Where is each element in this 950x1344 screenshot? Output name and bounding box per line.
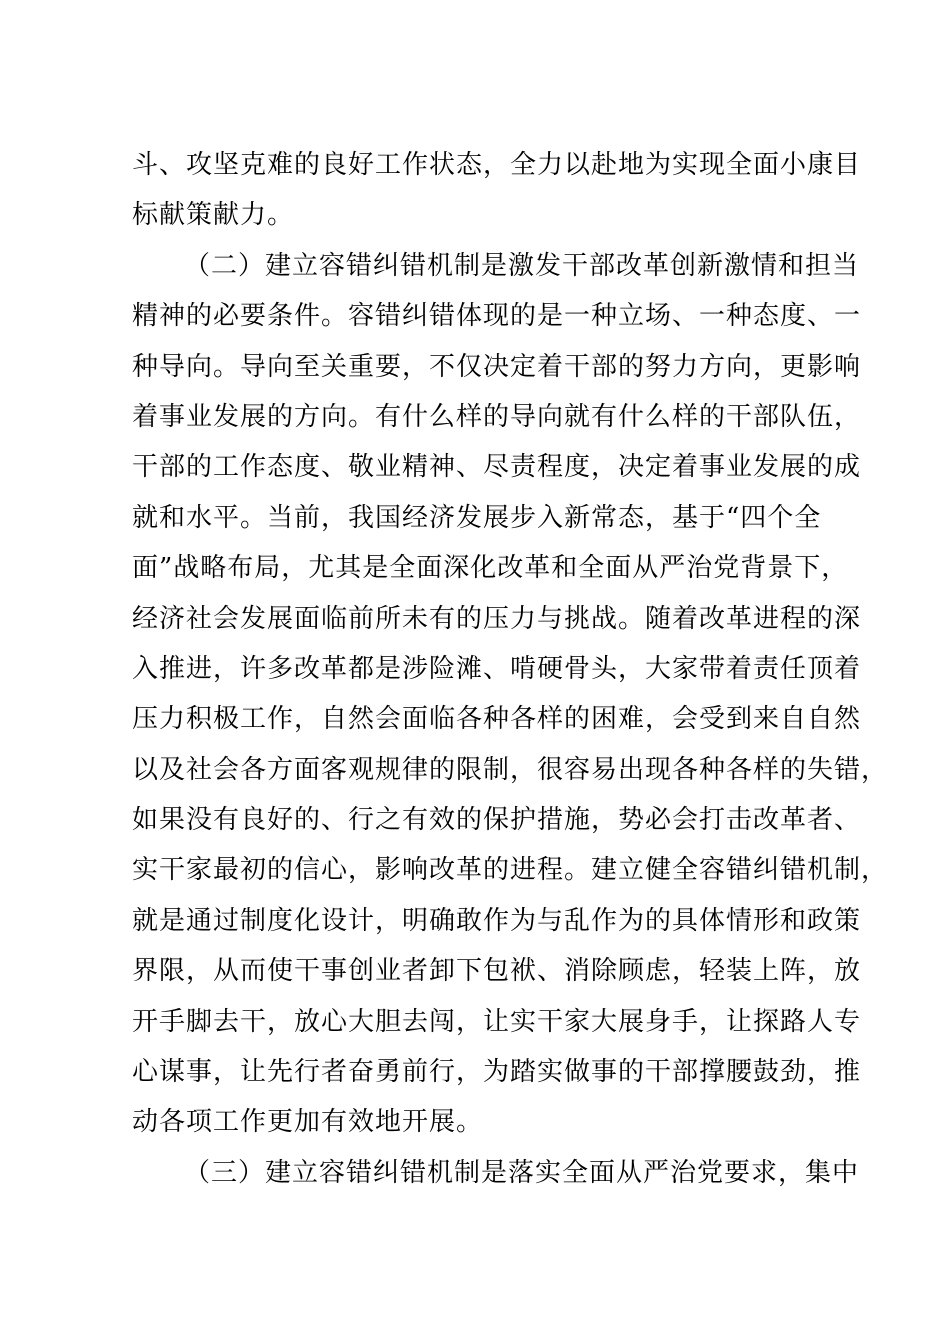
text-line: 斗、攻坚克难的良好工作状态，全力以赴地为实现全面小康目 (132, 150, 862, 180)
text-line: 就和水平。当前，我国经济发展步入新常态，基于“四个全 (132, 502, 822, 533)
text-line: 着事业发展的方向。有什么样的导向就有什么样的干部队伍， (132, 401, 862, 432)
text-line: 心谋事，让先行者奋勇前行，为踏实做事的干部撑腰鼓劲，推 (132, 1057, 862, 1088)
text-line: 种导向。导向至关重要，不仅决定着干部的努力方向，更影响 (132, 351, 862, 382)
text-line: 如果没有良好的、行之有效的保护措施，势必会打击改革者、 (132, 805, 862, 836)
text-line: 入推进，许多改革都是涉险滩、啃硬骨头，大家带着责任顶着 (132, 653, 862, 684)
text-line: 动各项工作更加有效地开展。 (132, 1107, 484, 1138)
text-line: 就是通过制度化设计，明确敢作为与乱作为的具体情形和政策 (132, 905, 862, 936)
document-body (132, 140, 889, 1198)
text-line: 干部的工作态度、敬业精神、尽责程度，决定着事业发展的成 (132, 452, 862, 483)
text-line: 界限，从而使干事创业者卸下包袱、消除顾虑，轻装上阵，放 (132, 956, 862, 987)
text-line: 面”战略布局，尤其是全面深化改革和全面从严治党背景下， (132, 553, 849, 584)
paragraph-first-line: （三）建立容错纠错机制是落实全面从严治党要求，集中 (184, 1157, 860, 1188)
text-line: 实干家最初的信心，影响改革的进程。建立健全容错纠错机制， (132, 855, 889, 886)
text-line: 压力积极工作，自然会面临各种各样的困难，会受到来自自然 (132, 704, 862, 735)
text-line: 标献策献力。 (132, 200, 295, 231)
text-line: 精神的必要条件。容错纠错体现的是一种立场、一种态度、一 (132, 301, 862, 332)
text-line: 开手脚去干，放心大胆去闯，让实干家大展身手，让探路人专 (132, 1006, 862, 1037)
paragraph-first-line: （二）建立容错纠错机制是激发干部改革创新激情和担当 (184, 250, 860, 281)
text-line: 以及社会各方面客观规律的限制，很容易出现各种各样的失错， (132, 754, 889, 785)
text-line: 经济社会发展面临前所未有的压力与挑战。随着改革进程的深 (132, 603, 862, 634)
